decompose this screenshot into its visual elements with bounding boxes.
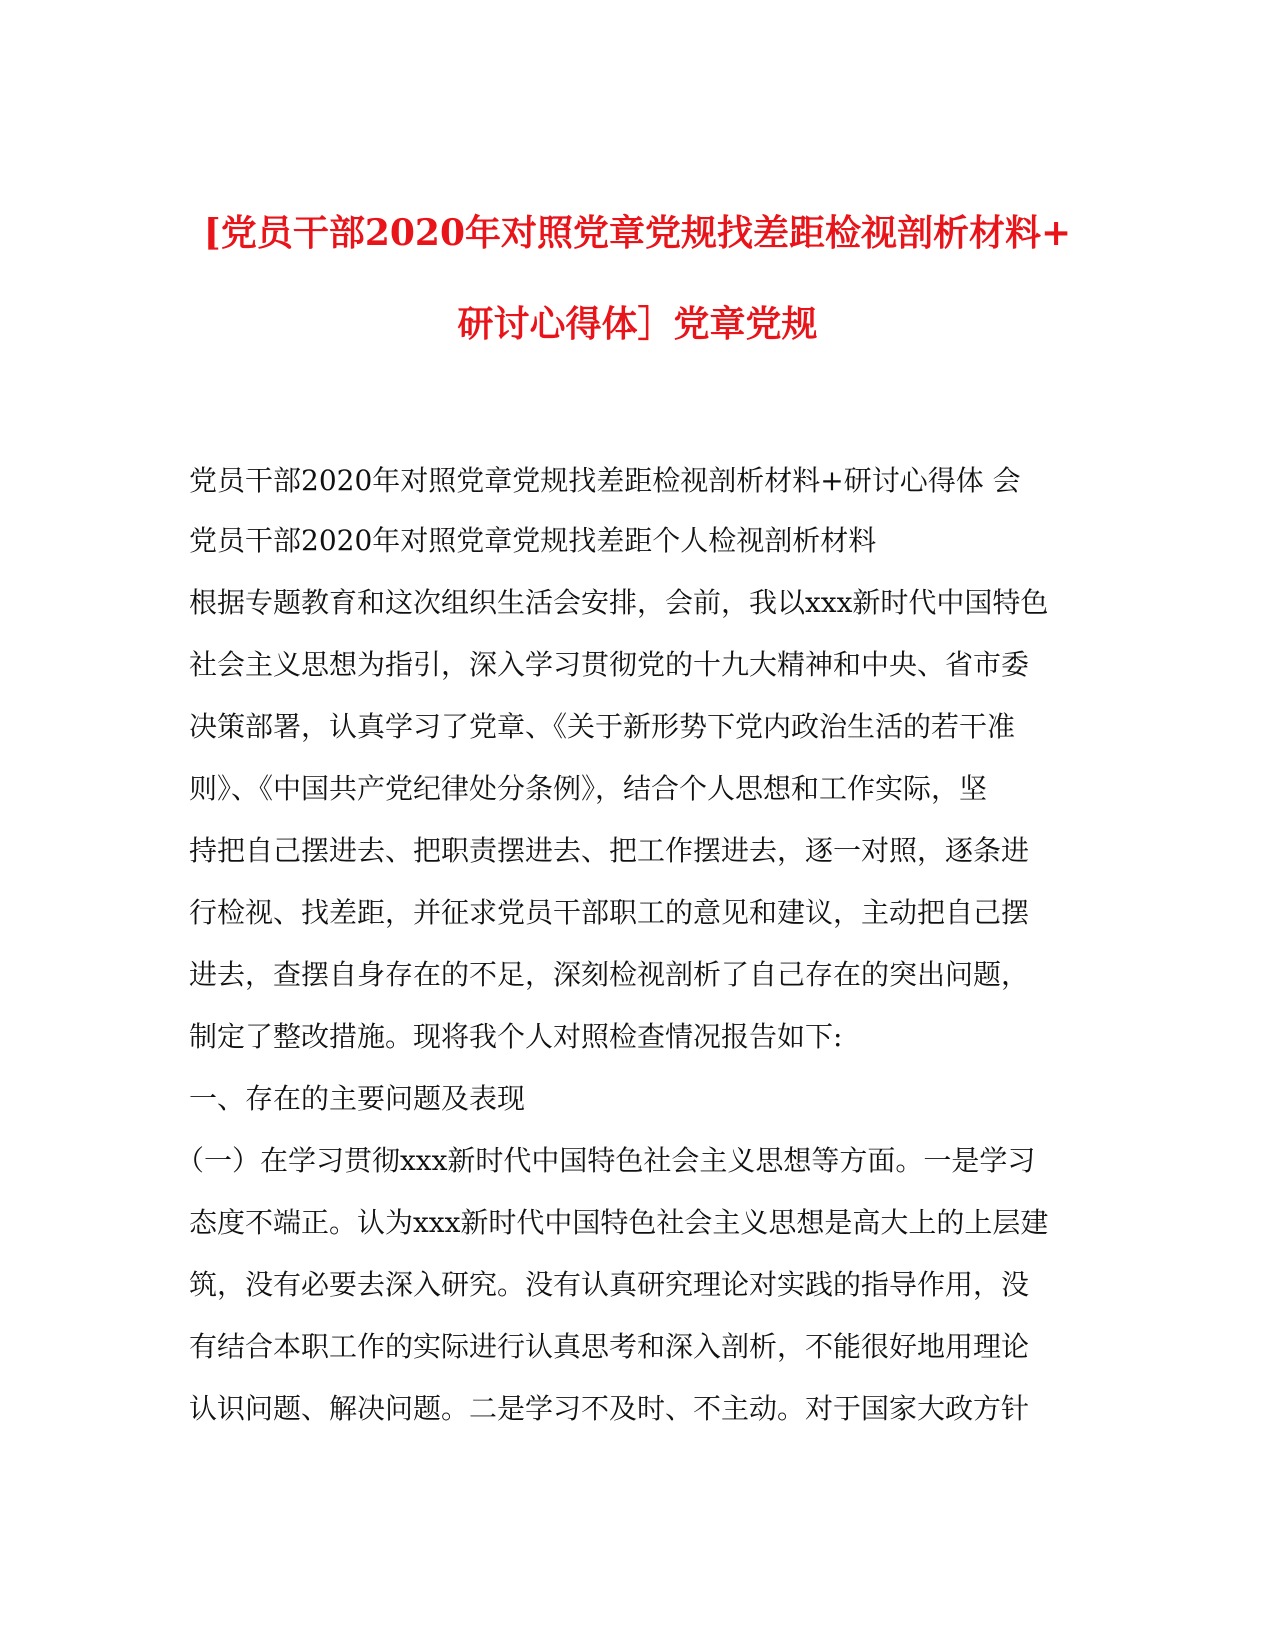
body-line-12: （一）在学习贯彻xxx新时代中国特色社会主义思想等方面。一是学习	[176, 1144, 1036, 1177]
document-title-line-1: [党员干部2020年对照党章党规找差距检视剖析材料+	[203, 212, 1072, 254]
body-line-10: 制定了整改措施。现将我个人对照检查情况报告如下:	[189, 1020, 843, 1053]
body-line-9: 进去，查摆自身存在的不足，深刻检视剖析了自己存在的突出问题，	[189, 958, 1030, 991]
body-line-3: 根据专题教育和这次组织生活会安排，会前，我以xxx新时代中国特色	[189, 586, 1049, 619]
body-line-4: 社会主义思想为指引，深入学习贯彻党的十九大精神和中央、省市委	[189, 648, 1030, 681]
section-heading: 一、存在的主要问题及表现	[189, 1082, 526, 1115]
body-line-15: 有结合本职工作的实际进行认真思考和深入剖析，不能很好地用理论	[189, 1330, 1030, 1363]
body-line-8: 行检视、找差距，并征求党员干部职工的意见和建议，主动把自己摆	[189, 896, 1030, 929]
body-line-13: 态度不端正。认为xxx新时代中国特色社会主义思想是高大上的上层建	[189, 1206, 1049, 1239]
body-line-7: 持把自己摆进去、把职责摆进去、把工作摆进去，逐一对照，逐条进	[189, 834, 1030, 867]
body-line-5: 决策部署，认真学习了党章、《关于新形势下党内政治生活的若干准	[189, 710, 1016, 743]
body-line-1: 党员干部2020年对照党章党规找差距检视剖析材料+研讨心得体 会	[189, 464, 1021, 497]
document-title-line-2: 研讨心得体］党章党规	[457, 303, 818, 345]
body-line-14: 筑，没有必要去深入研究。没有认真研究理论对实践的指导作用，没	[189, 1268, 1030, 1301]
body-line-2: 党员干部2020年对照党章党规找差距个人检视剖析材料	[189, 524, 877, 557]
body-line-6: 则》、《中国共产党纪律处分条例》，结合个人思想和工作实际，坚	[189, 772, 988, 805]
body-line-16: 认识问题、解决问题。二是学习不及时、不主动。对于国家大政方针	[189, 1392, 1030, 1425]
